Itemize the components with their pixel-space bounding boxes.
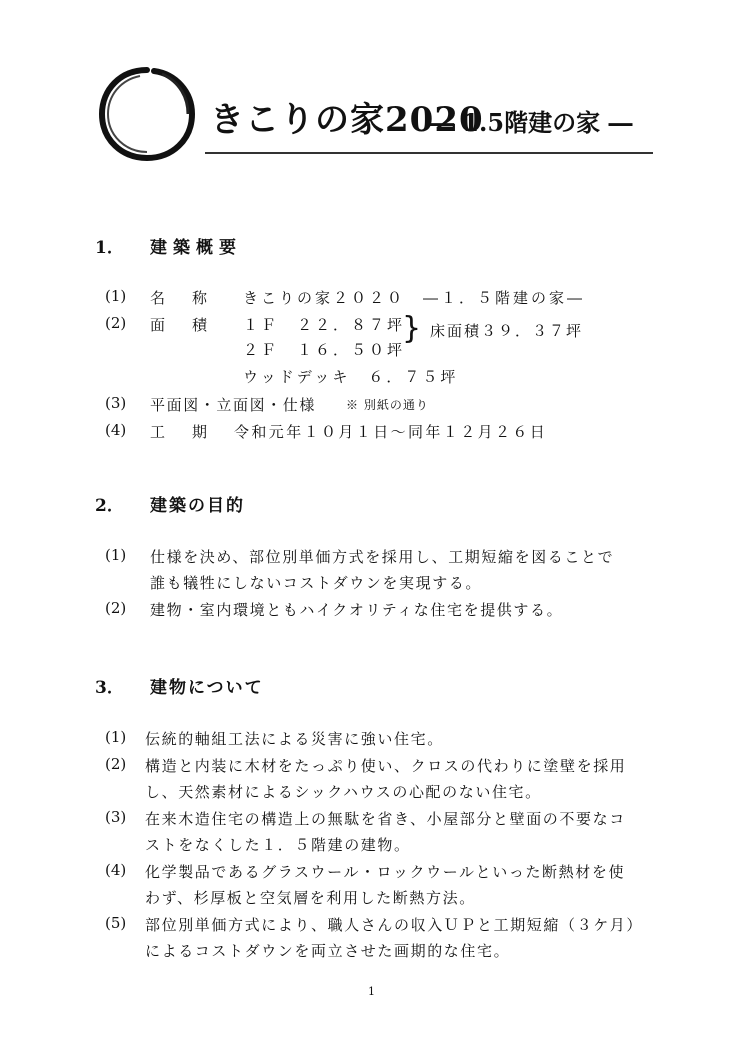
item-number: (4): [105, 861, 127, 879]
item-number: (3): [105, 808, 127, 826]
section-1-number: 1．: [95, 238, 124, 258]
item-label: 面 積: [150, 316, 214, 334]
item-number: (1): [105, 728, 127, 746]
section-3-heading: 建物について: [150, 678, 264, 698]
feature-line: 部位別単価方式により、職人さんの収入ＵＰと工期短縮（３ケ月）: [145, 916, 644, 934]
drawings-spec: 平面図・立面図・仕様: [150, 396, 317, 414]
feature-line: ストをなくした１．５階建の建物。: [145, 836, 411, 854]
section-1-heading: 建築概要: [150, 238, 242, 258]
brace-icon: }: [402, 311, 422, 346]
item-number: (2): [105, 314, 127, 332]
section-2-heading: 建築の目的: [150, 496, 245, 516]
area-2f: ２Ｆ １６．５０坪: [243, 341, 406, 359]
item-number: (2): [105, 599, 127, 617]
item-number: (4): [105, 421, 127, 439]
item-label: 名 称: [150, 289, 214, 307]
feature-line: 構造と内装に木材をたっぷり使い、クロスの代わりに塗壁を採用: [145, 757, 627, 775]
feature-line: 伝統的軸組工法による災害に強い住宅。: [145, 730, 444, 748]
item-number: (2): [105, 755, 127, 773]
feature-line: わず、杉厚板と空気層を利用した断熱方法。: [145, 889, 476, 907]
construction-period: 令和元年１０月１日～同年１２月２６日: [234, 423, 548, 441]
item-number: (1): [105, 287, 127, 305]
total-floor-area: 床面積３９．３７坪: [430, 322, 584, 340]
wood-deck-area: ウッドデッキ ６．７５坪: [243, 368, 459, 386]
purpose-line: 仕様を決め、部位別単価方式を採用し、工期短縮を図ることで: [150, 548, 615, 566]
item-number: (5): [105, 914, 127, 932]
feature-line: 化学製品であるグラスウール・ロックウールといった断熱材を使: [145, 863, 626, 881]
feature-line: によるコストダウンを両立させた画期的な住宅。: [145, 942, 511, 960]
page-title: きこりの家2020: [210, 100, 484, 140]
purpose-line: 誰も犠牲にしないコストダウンを実現する。: [150, 574, 483, 592]
section-2-number: 2．: [95, 496, 124, 516]
item-number: (1): [105, 546, 127, 564]
feature-line: 在来木造住宅の構造上の無駄を省き、小屋部分と壁面の不要なコ: [145, 810, 626, 828]
area-1f: １Ｆ ２２．８７坪: [243, 316, 406, 334]
feature-line: し、天然素材によるシックハウスの心配のない住宅。: [145, 783, 542, 801]
purpose-line: 建物・室内環境ともハイクオリティな住宅を提供する。: [150, 601, 564, 619]
item-number: (3): [105, 394, 127, 412]
page-subtitle: ― 1.5階建の家 ―: [430, 108, 633, 137]
section-3-number: 3．: [95, 678, 124, 698]
brush-circle-logo: [92, 62, 202, 166]
title-underline: [205, 152, 653, 154]
project-name: きこりの家２０２０ ―１．５階建の家―: [243, 289, 586, 307]
item-label: 工 期: [150, 423, 214, 441]
page-number: 1: [368, 985, 375, 998]
drawings-note: ※ 別紙の通り: [346, 398, 429, 412]
